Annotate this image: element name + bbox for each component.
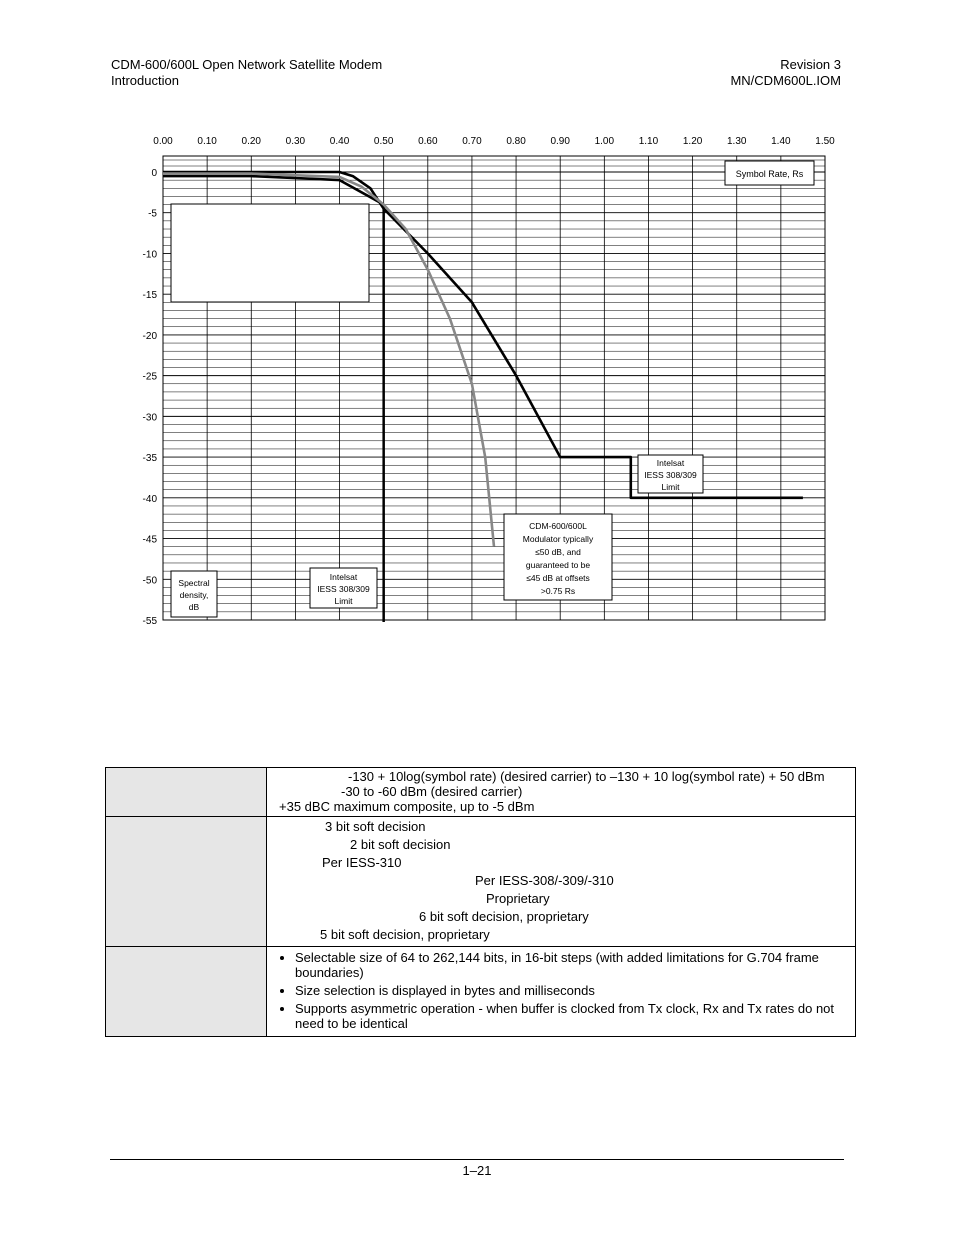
row-value <box>267 817 856 947</box>
list-item: • Supports asymmetric operation - when buffer is clocked from Tx clock, Rx and Tx rates do not need to be identical <box>295 1001 845 1031</box>
y-tick-label: -35 <box>142 453 157 465</box>
y-tick-label: -25 <box>142 371 157 383</box>
x-tick-label: 0.90 <box>550 136 570 147</box>
intelsat-limit-left-label-text: Limit <box>334 596 353 606</box>
spectral-density-label-text: density, <box>179 590 209 600</box>
x-tick-label: 0.40 <box>329 136 350 147</box>
footer-rule <box>110 1159 844 1160</box>
spec-line: 2 bit soft decision <box>350 837 451 852</box>
intelsat-limit-left-label-text: Intelsat <box>329 572 358 582</box>
x-tick-label: 0.70 <box>462 136 482 147</box>
table-row <box>106 947 856 1037</box>
intelsat-limit-right-label-text: Intelsat <box>656 458 685 468</box>
y-tick-label: -5 <box>148 208 157 220</box>
x-tick-label: 1.30 <box>726 136 747 147</box>
list-item: • Size selection is displayed in bytes and milliseconds <box>295 983 845 998</box>
intelsat-limit-left-label-text: IESS 308/309 <box>317 584 370 594</box>
spectral-density-label-text: Spectral <box>178 578 210 588</box>
y-tick-label: -40 <box>142 493 157 505</box>
row-value <box>267 947 856 1037</box>
row-label <box>106 947 267 1037</box>
x-tick-label: 0.00 <box>153 136 173 147</box>
modulator-label-text: ≤50 dB, and <box>535 547 581 557</box>
modulator-label-text: ≤45 dB at offsets <box>526 573 590 583</box>
spec-table <box>105 767 856 1037</box>
spec-line: -130 + 10log(symbol rate) (desired carrier) to –130 + 10 log(symbol rate) + 50 dBm <box>348 769 825 784</box>
spec-line: Per IESS-310 <box>322 855 402 870</box>
bullet-list <box>279 950 845 1031</box>
x-tick-label: 0.80 <box>506 136 526 147</box>
spectral-density-label-text: dB <box>188 602 200 612</box>
intelsat-limit-right-label-text: Limit <box>661 482 680 492</box>
y-tick-label: 0 <box>151 168 157 179</box>
modulator-label-text: Modulator typically <box>522 534 594 544</box>
document-number: MN/CDM600L.IOM <box>730 73 841 88</box>
modulator-label-text: >0.75 Rs <box>540 586 576 596</box>
spec-line: 5 bit soft decision, proprietary <box>320 927 490 942</box>
spec-line: 3 bit soft decision <box>325 819 426 834</box>
section-name: Introduction <box>111 73 179 88</box>
y-tick-label: -15 <box>142 290 157 302</box>
revision: Revision 3 <box>780 57 841 72</box>
table-row <box>106 817 856 947</box>
x-tick-label: 0.20 <box>241 136 262 147</box>
intelsat-limit-right-label-text: IESS 308/309 <box>644 470 697 480</box>
blank-legend-box <box>171 204 369 302</box>
x-tick-label: 0.50 <box>373 136 394 147</box>
spec-line: 6 bit soft decision, proprietary <box>419 909 589 924</box>
row-label <box>106 768 267 817</box>
x-tick-label: 0.30 <box>285 136 306 147</box>
spec-line: Proprietary <box>486 891 550 906</box>
modulator-label-text: guaranteed to be <box>525 560 591 570</box>
y-tick-label: -10 <box>142 249 157 261</box>
y-tick-label: -50 <box>142 575 157 587</box>
symbol-rate-label-text: Symbol Rate, Rs <box>735 169 804 179</box>
spec-line: Per IESS-308/-309/-310 <box>475 873 614 888</box>
x-tick-labels <box>153 136 835 147</box>
row-label <box>106 817 267 947</box>
row-value <box>267 768 856 817</box>
x-tick-label: 1.40 <box>771 136 791 147</box>
x-tick-label: 1.20 <box>682 136 703 147</box>
table-row <box>106 768 856 817</box>
modulator-label-text: CDM-600/600L <box>529 521 587 531</box>
y-tick-label: -45 <box>142 534 157 546</box>
x-tick-label: 1.50 <box>815 136 835 147</box>
y-tick-label: -30 <box>142 412 157 424</box>
y-tick-labels <box>143 168 158 627</box>
spec-line: +35 dBC maximum composite, up to -5 dBm <box>279 799 535 814</box>
list-item: • Selectable size of 64 to 262,144 bits, in 16-bit steps (with added limitations for G.704 frame boundaries) <box>295 950 845 980</box>
x-tick-label: 0.60 <box>418 136 438 147</box>
x-tick-label: 1.10 <box>638 136 659 147</box>
y-tick-label: -55 <box>142 616 157 627</box>
x-tick-label: 0.10 <box>197 136 217 147</box>
y-tick-label: -20 <box>142 330 157 342</box>
spec-line: -30 to -60 dBm (desired carrier) <box>341 784 523 799</box>
document-title: CDM-600/600L Open Network Satellite Modem <box>111 57 383 72</box>
page-number: 1–21 <box>462 1163 492 1178</box>
x-tick-label: 1.00 <box>594 136 615 147</box>
